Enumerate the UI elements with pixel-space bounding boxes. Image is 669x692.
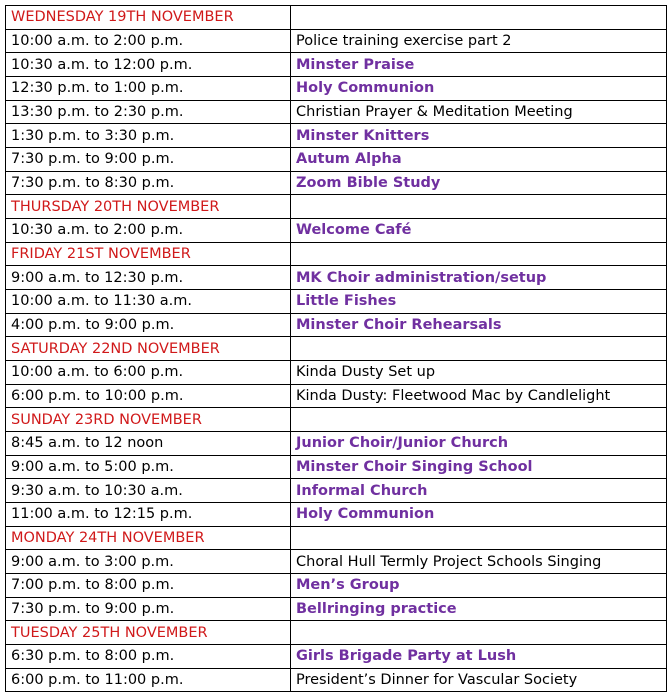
event-time: 10:30 a.m. to 2:00 p.m.	[6, 219, 291, 243]
event-row	[6, 219, 667, 243]
event-row	[6, 77, 667, 101]
event-title: Junior Choir/Junior Church	[291, 432, 667, 456]
day-heading-row	[6, 337, 667, 361]
day-heading: TUESDAY 25TH NOVEMBER	[6, 621, 291, 645]
empty-cell	[291, 195, 667, 219]
event-time: 7:00 p.m. to 8:00 p.m.	[6, 574, 291, 598]
event-row	[6, 171, 667, 195]
empty-cell	[291, 621, 667, 645]
event-row	[6, 503, 667, 527]
event-time: 9:00 a.m. to 12:30 p.m.	[6, 266, 291, 290]
event-time: 13:30 p.m. to 2:30 p.m.	[6, 100, 291, 124]
event-time: 12:30 p.m. to 1:00 p.m.	[6, 77, 291, 101]
event-time: 6:30 p.m. to 8:00 p.m.	[6, 645, 291, 669]
event-time: 10:00 a.m. to 11:30 a.m.	[6, 290, 291, 314]
event-row	[6, 645, 667, 669]
event-row	[6, 29, 667, 53]
event-title: President’s Dinner for Vascular Society	[291, 668, 667, 692]
event-time: 11:00 a.m. to 12:15 p.m.	[6, 503, 291, 527]
event-time: 9:30 a.m. to 10:30 a.m.	[6, 479, 291, 503]
event-title: Welcome Café	[291, 219, 667, 243]
event-row	[6, 574, 667, 598]
event-row	[6, 432, 667, 456]
event-time: 6:00 p.m. to 11:00 p.m.	[6, 668, 291, 692]
event-title: Girls Brigade Party at Lush	[291, 645, 667, 669]
schedule-table	[5, 5, 667, 692]
event-time: 7:30 p.m. to 8:30 p.m.	[6, 171, 291, 195]
event-title: Kinda Dusty Set up	[291, 361, 667, 385]
event-title: Zoom Bible Study	[291, 171, 667, 195]
event-title: Minster Choir Singing School	[291, 455, 667, 479]
event-title: Autum Alpha	[291, 148, 667, 172]
day-heading: MONDAY 24TH NOVEMBER	[6, 526, 291, 550]
event-title: Minster Knitters	[291, 124, 667, 148]
empty-cell	[291, 526, 667, 550]
day-heading: SUNDAY 23RD NOVEMBER	[6, 408, 291, 432]
event-time: 10:30 a.m. to 12:00 p.m.	[6, 53, 291, 77]
day-heading: WEDNESDAY 19TH NOVEMBER	[6, 6, 291, 30]
event-title: Men’s Group	[291, 574, 667, 598]
event-time: 8:45 a.m. to 12 noon	[6, 432, 291, 456]
event-title: Informal Church	[291, 479, 667, 503]
event-row	[6, 455, 667, 479]
event-time: 4:00 p.m. to 9:00 p.m.	[6, 313, 291, 337]
day-heading: THURSDAY 20TH NOVEMBER	[6, 195, 291, 219]
event-time: 1:30 p.m. to 3:30 p.m.	[6, 124, 291, 148]
event-row	[6, 266, 667, 290]
event-row	[6, 148, 667, 172]
event-time: 10:00 a.m. to 6:00 p.m.	[6, 361, 291, 385]
event-title: Minster Praise	[291, 53, 667, 77]
empty-cell	[291, 337, 667, 361]
event-row	[6, 124, 667, 148]
event-row	[6, 313, 667, 337]
event-title: Police training exercise part 2	[291, 29, 667, 53]
event-time: 6:00 p.m. to 10:00 p.m.	[6, 384, 291, 408]
day-heading-row	[6, 408, 667, 432]
event-row	[6, 668, 667, 692]
event-row	[6, 290, 667, 314]
event-row	[6, 384, 667, 408]
day-heading-row	[6, 195, 667, 219]
day-heading: SATURDAY 22ND NOVEMBER	[6, 337, 291, 361]
event-title: Choral Hull Termly Project Schools Singing	[291, 550, 667, 574]
event-title: Kinda Dusty: Fleetwood Mac by Candlelight	[291, 384, 667, 408]
event-title: Bellringing practice	[291, 597, 667, 621]
event-row	[6, 100, 667, 124]
event-time: 7:30 p.m. to 9:00 p.m.	[6, 148, 291, 172]
event-title: Christian Prayer & Meditation Meeting	[291, 100, 667, 124]
schedule-body	[6, 6, 667, 692]
event-time: 9:00 a.m. to 5:00 p.m.	[6, 455, 291, 479]
event-title: Holy Communion	[291, 503, 667, 527]
event-time: 7:30 p.m. to 9:00 p.m.	[6, 597, 291, 621]
event-title: Minster Choir Rehearsals	[291, 313, 667, 337]
day-heading-row	[6, 621, 667, 645]
day-heading-row	[6, 242, 667, 266]
empty-cell	[291, 408, 667, 432]
event-title: Little Fishes	[291, 290, 667, 314]
event-title: Holy Communion	[291, 77, 667, 101]
empty-cell	[291, 6, 667, 30]
event-title: MK Choir administration/setup	[291, 266, 667, 290]
event-row	[6, 550, 667, 574]
event-row	[6, 479, 667, 503]
day-heading: FRIDAY 21ST NOVEMBER	[6, 242, 291, 266]
event-time: 10:00 a.m. to 2:00 p.m.	[6, 29, 291, 53]
event-row	[6, 361, 667, 385]
day-heading-row	[6, 6, 667, 30]
day-heading-row	[6, 526, 667, 550]
event-time: 9:00 a.m. to 3:00 p.m.	[6, 550, 291, 574]
event-row	[6, 597, 667, 621]
empty-cell	[291, 242, 667, 266]
event-row	[6, 53, 667, 77]
